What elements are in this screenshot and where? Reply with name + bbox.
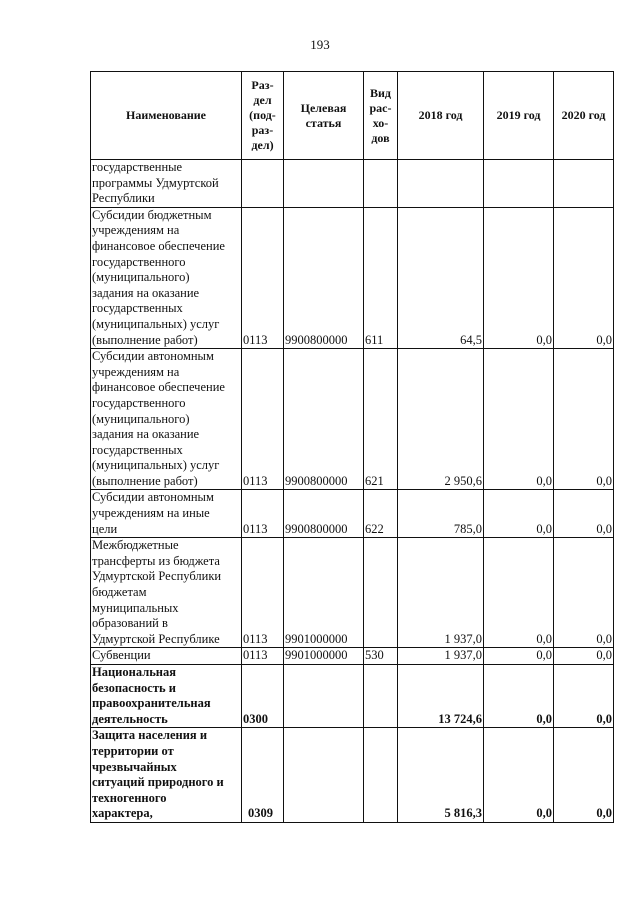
row-expense: 621	[364, 349, 398, 490]
table-row	[91, 490, 614, 538]
row-name-line: (муниципальных) услуг	[92, 458, 220, 473]
row-name-line: (выполнение работ)	[92, 332, 198, 347]
row-target: 9900800000	[284, 490, 364, 538]
row-name-line: трансферты из бюджета	[92, 553, 220, 568]
row-2020: 0,0	[554, 349, 614, 490]
row-name-line: (выполнение работ)	[92, 473, 198, 488]
row-2018: 13 724,6	[398, 665, 484, 728]
row-section	[242, 160, 284, 208]
row-name-line: бюджетам	[92, 585, 147, 600]
row-name-line: учреждениям на иные	[92, 506, 210, 521]
row-2019	[484, 160, 554, 208]
row-section: 0113	[242, 490, 284, 538]
row-2020: 0,0	[554, 648, 614, 665]
row-name-line: (муниципальных) услуг	[92, 316, 220, 331]
row-section: 0113	[242, 207, 284, 348]
row-name-line: государственного	[92, 254, 186, 269]
row-name-line: государственные	[92, 160, 183, 174]
row-name-line: Субсидии бюджетным	[92, 207, 212, 222]
row-name-line: Удмуртской Республике	[92, 631, 220, 646]
row-expense	[364, 665, 398, 728]
row-target	[284, 160, 364, 208]
header-target	[284, 72, 364, 160]
header-2019: 2019 год	[484, 72, 554, 160]
row-target	[284, 665, 364, 728]
row-name-line: характера,	[92, 806, 153, 821]
header-2018: 2018 год	[398, 72, 484, 160]
header-target-line: статья	[305, 115, 342, 130]
row-target: 9900800000	[284, 349, 364, 490]
row-2019: 0,0	[484, 207, 554, 348]
row-name-line: территории от	[92, 743, 174, 758]
row-2020: 0,0	[554, 207, 614, 348]
row-2019: 0,0	[484, 490, 554, 538]
row-name-line: программы Удмуртской	[92, 175, 219, 190]
header-section-line: дел	[253, 93, 272, 107]
row-expense: 611	[364, 207, 398, 348]
header-expense-line: хо-	[372, 115, 389, 130]
row-name-line: Субсидии автономным	[92, 490, 214, 505]
row-name-line: государственных	[92, 301, 183, 316]
row-name-line: Субвенции	[92, 648, 151, 663]
row-name-line: государственных	[92, 442, 183, 457]
header-section-line: (под-	[249, 108, 276, 122]
budget-table	[90, 71, 614, 823]
table-row	[91, 665, 614, 728]
row-name-line: задания на оказание	[92, 285, 200, 300]
row-expense	[364, 538, 398, 648]
row-section: 0113	[242, 648, 284, 665]
row-name-line: ситуаций природного и	[92, 775, 224, 790]
table-row	[91, 538, 614, 648]
row-2020	[554, 160, 614, 208]
row-name	[91, 648, 242, 665]
row-2018: 1 937,0	[398, 538, 484, 648]
row-name-line: Межбюджетные	[92, 538, 179, 553]
row-name-line: (муниципального)	[92, 270, 190, 285]
row-target: 9900800000	[284, 207, 364, 348]
row-name-line: техногенного	[92, 790, 167, 805]
row-name	[91, 349, 242, 490]
header-row	[91, 72, 614, 160]
row-name	[91, 490, 242, 538]
row-name-line: муниципальных	[92, 600, 179, 615]
row-name	[91, 728, 242, 823]
row-2020: 0,0	[554, 665, 614, 728]
row-name	[91, 665, 242, 728]
row-name-line: чрезвычайных	[92, 759, 177, 774]
row-name	[91, 207, 242, 348]
header-section-line: Раз-	[251, 78, 274, 92]
header-section-line: дел)	[251, 138, 274, 152]
row-2020: 0,0	[554, 490, 614, 538]
header-expense-line: дов	[371, 130, 390, 145]
header-target-line: Целевая	[300, 100, 347, 115]
row-name-line: правоохранительная	[92, 696, 211, 711]
row-name-line: Субсидии автономным	[92, 349, 214, 364]
row-name-line: Национальная	[92, 665, 177, 679]
row-2020: 0,0	[554, 728, 614, 823]
row-name-line: учреждениям на	[92, 223, 180, 238]
header-expense-line: рас-	[369, 100, 392, 115]
header-section-line: раз-	[251, 123, 274, 137]
row-expense	[364, 728, 398, 823]
row-name-line: деятельность	[92, 711, 168, 726]
header-2020: 2020 год	[554, 72, 614, 160]
row-target: 9901000000	[284, 538, 364, 648]
row-expense: 530	[364, 648, 398, 665]
header-expense-line: Вид	[370, 85, 391, 100]
row-name-line: финансовое обеспечение	[92, 238, 225, 253]
row-name	[91, 160, 242, 208]
row-expense: 622	[364, 490, 398, 538]
page-number: 193	[310, 37, 330, 52]
row-name-line: задания на оказание	[92, 427, 200, 442]
row-2018: 5 816,3	[398, 728, 484, 823]
row-name-line: Удмуртской Республики	[92, 569, 222, 584]
row-2019: 0,0	[484, 728, 554, 823]
row-2018: 2 950,6	[398, 349, 484, 490]
table-row	[91, 648, 614, 665]
row-name-line: государственного	[92, 395, 186, 410]
row-2018	[398, 160, 484, 208]
row-name-line: образований в	[92, 616, 168, 631]
row-section: 0309	[242, 728, 284, 823]
row-name	[91, 538, 242, 648]
row-name-line: финансовое обеспечение	[92, 380, 225, 395]
table-row	[91, 207, 614, 348]
row-name-line: Защита населения и	[92, 728, 208, 743]
row-section: 0113	[242, 538, 284, 648]
row-section: 0113	[242, 349, 284, 490]
row-2018: 64,5	[398, 207, 484, 348]
header-expense	[364, 72, 398, 160]
row-2020: 0,0	[554, 538, 614, 648]
row-name-line: Республики	[92, 191, 155, 206]
row-2019: 0,0	[484, 648, 554, 665]
row-2019: 0,0	[484, 349, 554, 490]
row-name-line: (муниципального)	[92, 411, 190, 426]
row-section: 0300	[242, 665, 284, 728]
table-row	[91, 728, 614, 823]
row-name-line: цели	[92, 521, 118, 536]
row-2018: 1 937,0	[398, 648, 484, 665]
row-target	[284, 728, 364, 823]
row-2019: 0,0	[484, 538, 554, 648]
row-expense	[364, 160, 398, 208]
table-row	[91, 160, 614, 208]
row-name-line: учреждениям на	[92, 364, 180, 379]
row-2018: 785,0	[398, 490, 484, 538]
row-2019: 0,0	[484, 665, 554, 728]
row-name-line: безопасность и	[92, 680, 176, 695]
row-target: 9901000000	[284, 648, 364, 665]
header-section	[242, 72, 284, 160]
table-row	[91, 349, 614, 490]
header-name: Наименование	[91, 72, 242, 160]
